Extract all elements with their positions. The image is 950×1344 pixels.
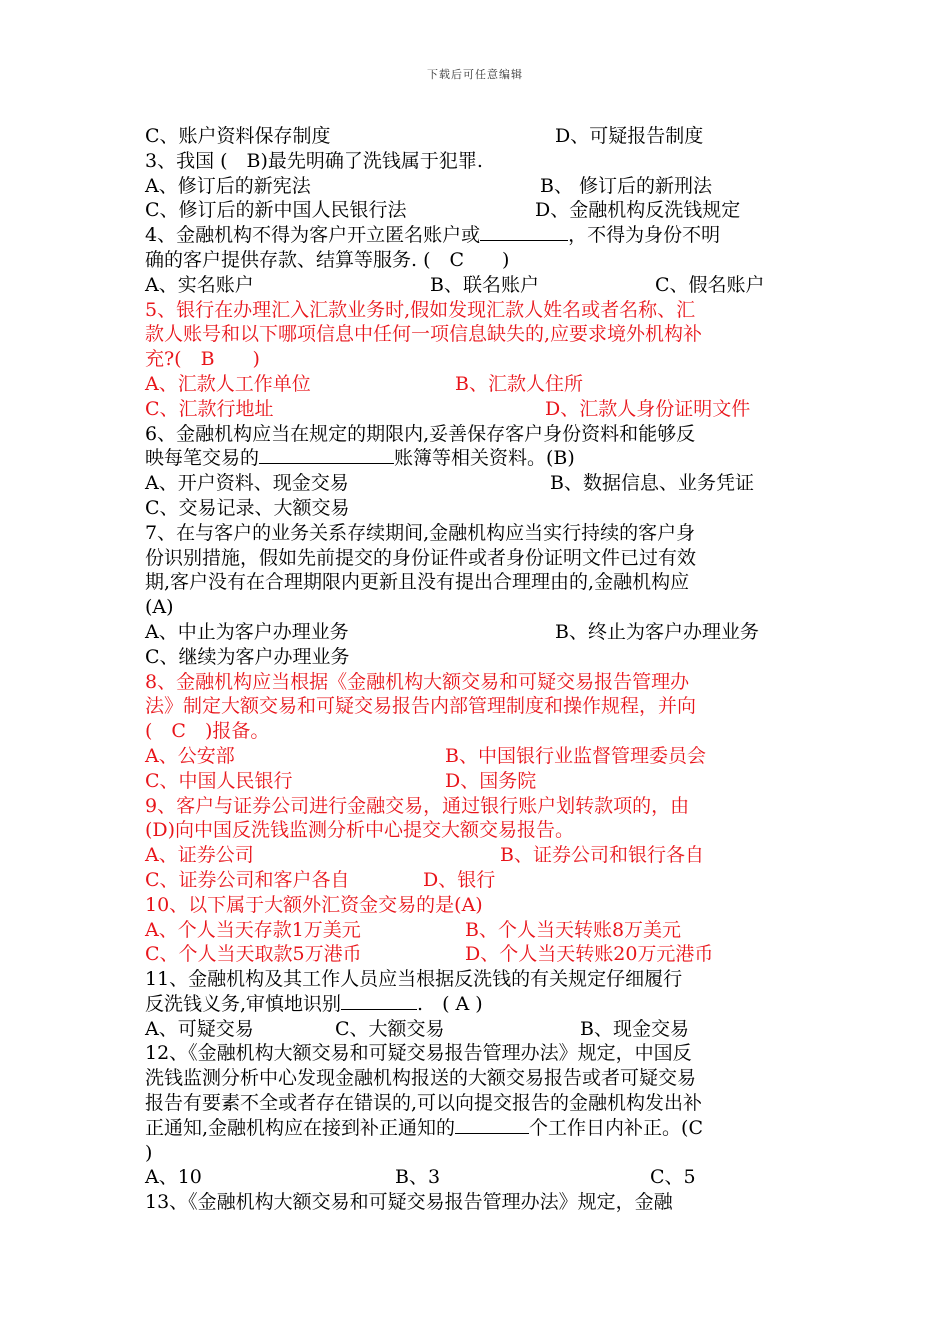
question-9-cont: (D)向中国反洗钱监测分析中心提交大额交易报告。: [145, 819, 575, 842]
option-a: A、证券公司: [145, 844, 254, 867]
question-12-cont: 报告有要素不全或者存在错误的,可以向提交报告的金融机构发出补: [145, 1092, 703, 1115]
option-b: B、 修订后的新刑法: [540, 174, 713, 197]
question-12: 12、《金融机构大额交易和可疑交易报告管理办法》规定，中国反: [145, 1042, 692, 1065]
question-8-cont: 法》制定大额交易和可疑交易报告内部管理制度和操作规程，并向: [145, 695, 697, 718]
question-6: 6、金融机构应当在规定的期限内,妥善保存客户身份资料和能够反: [145, 422, 696, 445]
question-4: [145, 223, 815, 248]
option-d: D、国务院: [445, 769, 537, 792]
option-c: C、假名账户: [655, 273, 765, 296]
question-11: 11、金融机构及其工作人员应当根据反洗钱的有关规定仔细履行: [145, 968, 683, 991]
question-7-cont: 期,客户没有在合理期限内更新且没有提出合理理由的,金融机构应: [145, 571, 690, 594]
question-12-cont: 洗钱监测分析中心发现金融机构报送的大额交易报告或者可疑交易: [145, 1067, 697, 1090]
line-34: [145, 942, 815, 967]
option-b: B、汇款人住所: [455, 372, 583, 395]
option-c: C、修订后的新中国人民银行法: [145, 199, 407, 222]
question-13: 13、《金融机构大额交易和可疑交易报告管理办法》规定，金融: [145, 1191, 673, 1214]
question-7-cont: 份识别措施，假如先前提交的身份证件或者身份证明文件已过有效: [145, 546, 697, 569]
page-header: 下载后可任意编辑: [427, 68, 523, 81]
question-text: . ( A ): [417, 992, 483, 1015]
option-a: A、开户资料、现金交易: [145, 472, 349, 495]
option-c: C、继续为客户办理业务: [145, 645, 350, 668]
option-b: B、终止为客户办理业务: [555, 620, 759, 643]
option-a: A、修订后的新宪法: [145, 174, 311, 197]
question-9: 9、客户与证券公司进行金融交易，通过银行账户划转款项的，由: [145, 794, 690, 817]
fill-blank: [259, 447, 394, 464]
line-11: [145, 372, 815, 397]
option-c: C、汇款行地址: [145, 397, 274, 420]
question-text: 反洗钱义务,审慎地识别: [145, 992, 342, 1015]
option-d: D、银行: [423, 868, 496, 891]
option-a: A、10: [145, 1166, 202, 1189]
line-7: [145, 273, 815, 298]
fill-blank: [455, 1117, 529, 1134]
option-c: C、中国人民银行: [145, 769, 293, 792]
line-37: [145, 1017, 815, 1042]
line-15: [145, 471, 815, 496]
question-8-cont: ( C )报备。: [145, 720, 270, 743]
question-11-cont: [145, 992, 815, 1017]
line-43: [145, 1165, 815, 1190]
option-a: A、实名账户: [145, 273, 254, 296]
question-5: 5、银行在办理汇入汇款业务时,假如发现汇款人姓名或者名称、汇: [145, 298, 696, 321]
line-26: [145, 744, 815, 769]
line-30: [145, 843, 815, 868]
option-c: C、个人当天取款5万港币: [145, 943, 362, 966]
question-6-cont: [145, 446, 815, 471]
option-d: D、个人当天转账20万元港币: [465, 943, 714, 966]
option-b: B、数据信息、业务凭证: [550, 472, 754, 495]
line-31: [145, 868, 815, 893]
question-text: 账簿等相关资料。(B): [394, 447, 575, 470]
question-12-cont: [145, 1116, 815, 1141]
option-b: B、现金交易: [580, 1017, 689, 1040]
line-27: [145, 769, 815, 794]
line-21: [145, 620, 815, 645]
question-10: 10、以下属于大额外汇资金交易的是(A): [145, 893, 483, 916]
fill-blank: [480, 224, 568, 241]
option-c: C、证券公司和客户各自: [145, 868, 350, 891]
question-8: 8、金融机构应当根据《金融机构大额交易和可疑交易报告管理办: [145, 670, 690, 693]
option-d: D、汇款人身份证明文件: [545, 397, 751, 420]
fill-blank: [341, 993, 417, 1010]
option-a: A、可疑交易: [145, 1017, 254, 1040]
line-3: [145, 174, 815, 199]
question-5-cont: 充?( B ): [145, 348, 260, 371]
option-a: A、汇款人工作单位: [145, 372, 311, 395]
option-a: A、个人当天存款1万美元: [145, 918, 361, 941]
option-d: D、可疑报告制度: [555, 125, 704, 147]
option-c: C、5: [650, 1166, 696, 1189]
question-text: 正通知,金融机构应在接到补正通知的: [145, 1116, 456, 1139]
question-text: ，不得为身份不明: [568, 224, 721, 247]
line-33: [145, 918, 815, 943]
question-3: 3、我国 ( B)最先明确了洗钱属于犯罪.: [145, 149, 483, 172]
option-d: D、金融机构反洗钱规定: [535, 199, 741, 222]
question-text: 个工作日内补正。(C: [529, 1116, 703, 1139]
question-5-cont: 款人账号和以下哪项信息中任何一项信息缺失的,应要求境外机构补: [145, 323, 703, 346]
option-b: B、中国银行业监督管理委员会: [445, 744, 706, 767]
option-c: C、大额交易: [335, 1017, 445, 1040]
question-text: 映每笔交易的: [145, 447, 260, 470]
option-b: B、联名账户: [430, 273, 539, 296]
option-c: C、账户资料保存制度: [145, 125, 331, 147]
question-12-answer-close: ): [145, 1141, 153, 1164]
line-1: [145, 124, 815, 149]
option-b: B、3: [395, 1166, 441, 1189]
line-4: [145, 198, 815, 223]
question-4-cont: 确的客户提供存款、结算等服务. ( C ): [145, 248, 510, 271]
option-c: C、交易记录、大额交易: [145, 496, 350, 519]
question-7-answer: (A): [145, 596, 174, 619]
question-text: 4、金融机构不得为客户开立匿名账户或: [145, 224, 481, 247]
option-a: A、公安部: [145, 744, 235, 767]
option-a: A、中止为客户办理业务: [145, 620, 349, 643]
document-body: [145, 124, 815, 1215]
line-12: [145, 397, 815, 422]
question-7: 7、在与客户的业务关系存续期间,金融机构应当实行持续的客户身: [145, 521, 696, 544]
option-b: B、个人当天转账8万美元: [465, 918, 682, 941]
option-b: B、证券公司和银行各自: [500, 844, 704, 867]
